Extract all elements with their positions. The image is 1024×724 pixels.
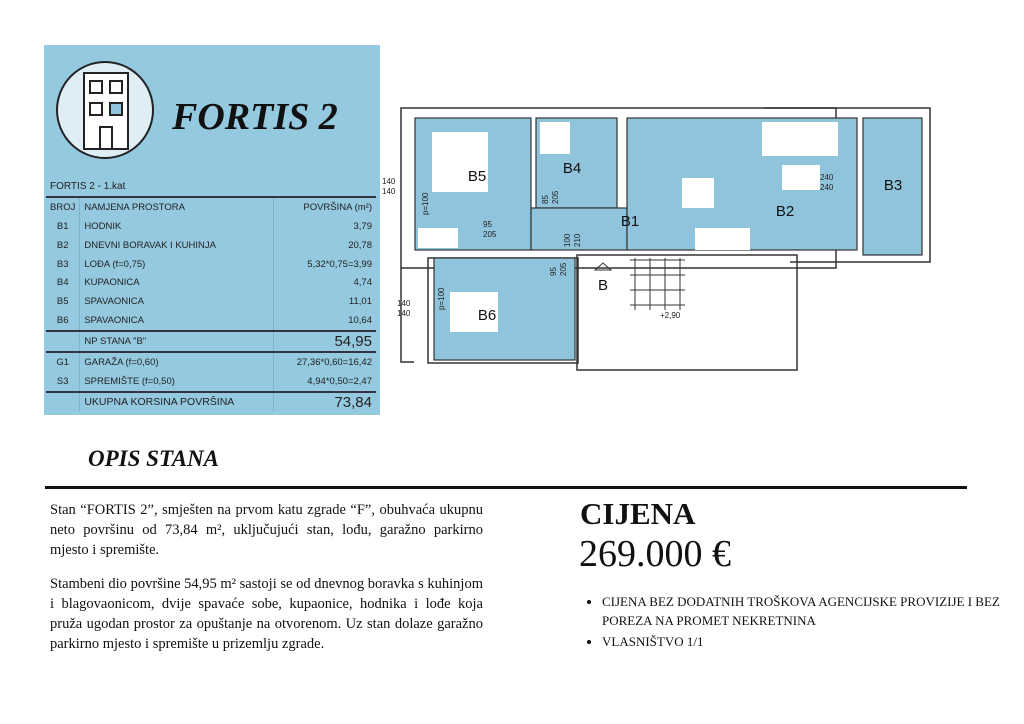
table-row: G1 GARAŽA (f=0,60) 27,36*0,60=16,42 [46,352,376,372]
svg-text:240: 240 [820,173,834,182]
svg-text:205: 205 [483,230,497,239]
room-label: B4 [562,160,582,177]
price-notes [582,592,1002,653]
price-value: 269.000 € [579,533,731,575]
svg-text:210: 210 [573,233,582,247]
col-header: NAMJENA PROSTORA [80,197,274,217]
building-logo-icon [56,61,154,159]
summary-panel [44,45,380,415]
level-label: +2,90 [660,311,681,320]
svg-text:140: 140 [382,177,396,186]
subtotal-row: NP STANA "B" 54,95 [46,331,376,352]
room-label: B3 [883,177,903,194]
room-label: B6 [477,307,497,324]
svg-text:85: 85 [541,195,550,204]
room-label: B1 [620,213,640,230]
table-row: S3 SPREMIŠTE (f=0,50) 4,94*0,50=2,47 [46,372,376,392]
svg-text:95: 95 [549,267,558,276]
svg-text:100: 100 [563,233,572,247]
room-label: B2 [775,203,795,220]
entrance-label: B [597,277,609,294]
price-label: CIJENA [580,496,696,531]
svg-text:205: 205 [559,262,568,276]
svg-text:95: 95 [483,220,492,229]
svg-text:140: 140 [382,187,396,196]
table-header [46,197,376,217]
entrance-arrow-icon [595,263,611,270]
total-row: UKUPNA KORSINA POVRŠINA 73,84 [46,392,376,412]
area-table [46,177,376,412]
table-row: B5 SPAVAONICA 11,01 [46,292,376,311]
table-row: B2 DNEVNI BORAVAK I KUHINJA 20,78 [46,236,376,255]
page-title: FORTIS 2 [172,96,338,138]
svg-text:140: 140 [397,309,411,318]
svg-text:240: 240 [820,183,834,192]
table-row: B1 HODNIK 3,79 [46,217,376,236]
floor-plan [370,100,990,390]
svg-text:140: 140 [397,299,411,308]
divider [45,486,967,489]
col-header: BROJ [46,197,80,217]
svg-text:205: 205 [551,190,560,204]
description-title: OPIS STANA [88,446,220,471]
col-header: POVRŠINA (m²) [274,197,376,217]
svg-text:p=100: p=100 [437,287,446,310]
table-caption: FORTIS 2 - 1.kat [50,180,126,192]
svg-text:p=100: p=100 [421,192,430,215]
table-row: B6 SPAVAONICA 10,64 [46,311,376,331]
table-row: B4 KUPAONICA 4,74 [46,273,376,292]
price-note: • VLASNIŠTVO 1/1 [602,632,1002,651]
description-paragraph: Stambeni dio površine 54,95 m² sastoji se od dnevnog boravka s kuhinjom i blagovaonicom, dvije spavaće sobe, kupaonice, hodnika i lođe koja pruža ugodan prostor za opuštanje na otvorenom. Uz stan dolaze garažno parkirno mjesto i spremište u prizemlju zgrade. [50,576,483,652]
room-label: B5 [467,168,487,185]
table-row: B3 LOĐA (f=0,75) 5,32*0,75=3,99 [46,255,376,274]
price-note: • CIJENA BEZ DODATNIH TROŠKOVA AGENCIJSKE PROVIZIJE I BEZ POREZA NA PROMET NEKRETNINA [602,592,1002,630]
description-paragraph: Stan “FORTIS 2”, smješten na prvom katu zgrade “F”, obuhvaća ukupnu neto površinu od 73,84 m², uključujući stan, lođu, garažno parkirno mjesto i spremište. [50,502,483,558]
